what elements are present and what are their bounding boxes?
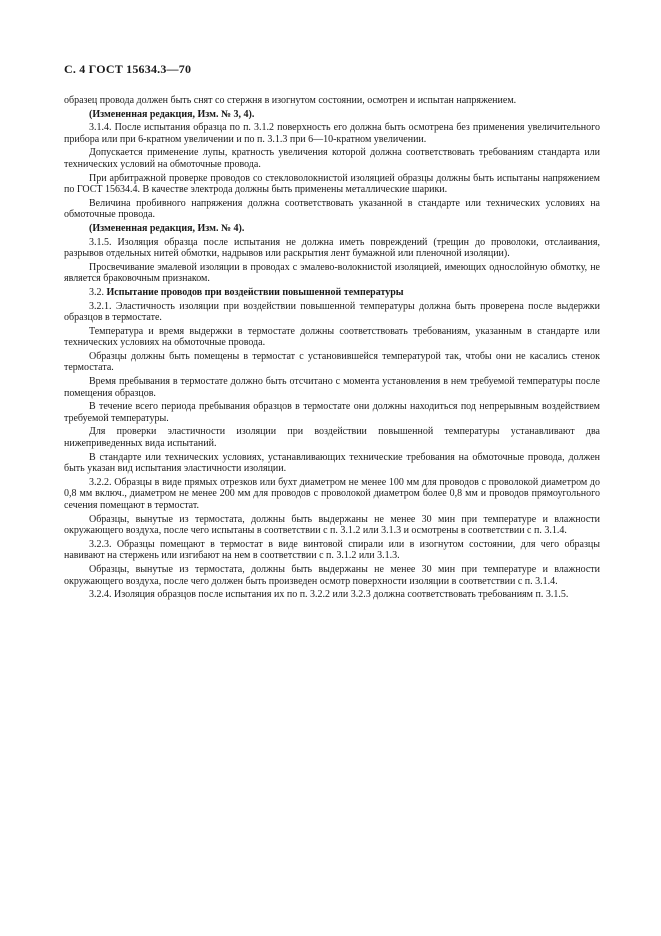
paragraph: Для проверки эластичности изоляции при воздействии повышенной температуры устанавливают два нижеприведенных вида испытаний. (64, 426, 600, 450)
section-number: 3.2. (89, 286, 107, 298)
paragraph: 3.1.4. После испытания образца по п. 3.1.2 поверхность его должна быть осмотрена без применения увеличительного прибора или при 6-кратном увеличении и по п. 3.1.3 при 6—10-кратном увеличении. (64, 122, 600, 145)
paragraph: 3.2.3. Образцы помещают в термостат в виде винтовой спирали или в изогнутом состоянии, для чего образцы навивают на стержень или изгибают на нем в соответствии с п. 3.1.2 или 3.1.3. (64, 538, 600, 562)
paragraph: Температура и время выдержки в термостате должны соответствовать требованиям, указанным в стандарте или технических условиях на обмоточные провода. (64, 325, 600, 349)
section-heading (64, 287, 600, 299)
paragraph: Допускается применение лупы, кратность увеличения которой должна соответствовать требованиям стандарта или технических условий на обмоточные провода. (64, 147, 600, 170)
revision-note: (Измененная редакция, Изм. № 3, 4). (89, 108, 255, 120)
paragraph: 3.2.2. Образцы в виде прямых отрезков или бухт диаметром не менее 100 мм для проводов с проволокой диаметром до 0,8 мм включ., диаметром не менее 200 мм для проводов с проволокой диаметром более 0,8 мм и проводов прямоугольного сечения помещают в термостат. (64, 476, 600, 511)
paragraph: Время пребывания в термостате должно быть отсчитано с момента установления в нем требуемой температуры после помещения образцов. (64, 376, 600, 399)
paragraph: В течение всего периода пребывания образцов в термостате они должны находиться под непрерывным воздействием требуемой температуры. (64, 401, 600, 424)
page-header: С. 4 ГОСТ 15634.3—70 (64, 62, 192, 76)
paragraph: Образцы, вынутые из термостата, должны быть выдержаны не менее 30 мин при температуре и влажности окружающего воздуха, после чего должен быть произведен осмотр поверхности изоляции в соответствии с п. 3.1.4. (64, 563, 600, 587)
paragraph: 3.2.4. Изоляция образцов после испытания их по п. 3.2.2 или 3.2.3 должна соответствовать требованиям п. 3.1.5. (89, 589, 569, 601)
paragraph: В стандарте или технических условиях, устанавливающих технические требования на обмоточные провода, должен быть указан вид испытания эластичности изоляции. (64, 451, 600, 475)
paragraph: 3.1.5. Изоляция образца после испытания не должна иметь повреждений (трещин до проволоки, отслаивания, разрывов отдельных нитей обмотки, надрывов или раскрытия лент бумажной или пленочной изоляции). (64, 236, 600, 260)
document-body (64, 95, 600, 601)
revision-note: (Измененная редакция, Изм. № 4). (89, 222, 245, 234)
paragraph: Образцы должны быть помещены в термостат с установившейся температурой так, чтобы они не касались стенок термостата. (64, 350, 600, 374)
paragraph: образец провода должен быть снят со стержня в изогнутом состоянии, осмотрен и испытан напряжением. (64, 95, 517, 106)
paragraph: Образцы, вынутые из термостата, должны быть выдержаны не менее 30 мин при температуре и влажности окружающего воздуха, после чего испытаны в соответствии с п. 3.1.2 или 3.1.3 и осмотрены в соответствии с п. 3.1.4. (64, 513, 600, 537)
paragraph: Просвечивание эмалевой изоляции в проводах с эмалево-волокнистой изоляцией, имеющих однослойную обмотку, не является браковочным признаком. (64, 261, 600, 285)
paragraph: Величина пробивного напряжения должна соответствовать указанной в стандарте или технических условиях на обмоточные провода. (64, 197, 600, 221)
paragraph: 3.2.1. Эластичность изоляции при воздействии повышенной температуры должна быть проверена после выдержки образцов в термостате. (64, 300, 600, 324)
section-title: Испытание проводов при воздействии повышенной температуры (106, 286, 404, 298)
paragraph: При арбитражной проверке проводов со стекловолокнистой изоляцией образцы должны быть испытаны напряжением по ГОСТ 15634.4. В качестве электрода должны быть применены металлические шарики. (64, 172, 600, 196)
